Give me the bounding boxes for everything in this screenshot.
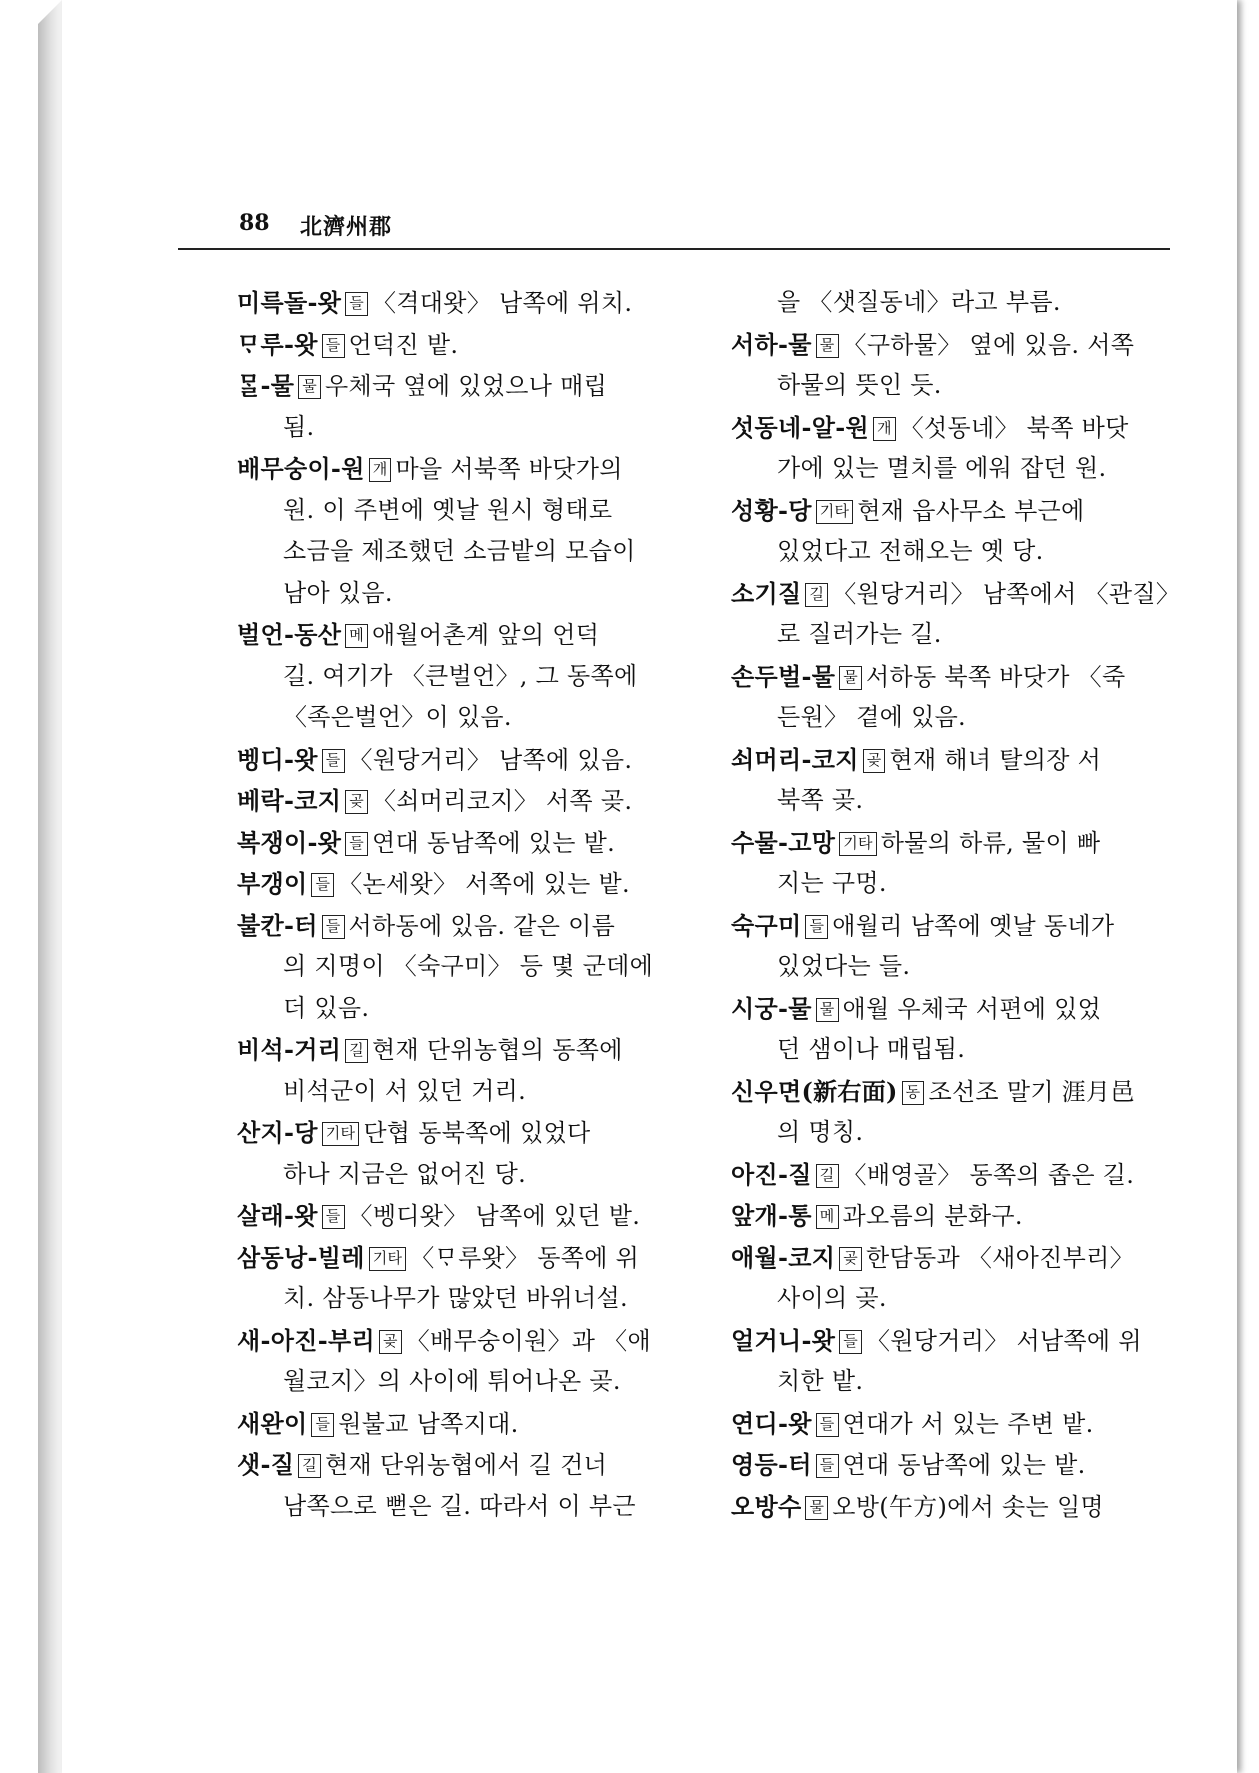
entry-line — [237, 780, 687, 822]
entry-term: 복쟁이-왓 — [237, 827, 342, 857]
entry-term: 오방수 — [731, 1491, 802, 1521]
entry-term: 부갱이 — [237, 869, 308, 898]
category-tag: 길 — [298, 1454, 321, 1478]
entry-line — [237, 905, 687, 947]
entry-term: 비석-거리 — [237, 1035, 342, 1064]
category-tag: 곶 — [345, 790, 368, 814]
entry-description: 언덕진 밭. — [348, 330, 459, 359]
entry-description: 연대 동남쪽에 있는 밭. — [372, 828, 616, 857]
entry-continuation: 북쪽 곶. — [777, 786, 864, 814]
entry-line — [237, 1029, 687, 1071]
entry-continuation: 치한 밭. — [777, 1367, 864, 1395]
category-tag: 들 — [816, 1454, 839, 1478]
entry-description: 현재 읍사무소 부근에 — [857, 496, 1085, 525]
entry-continuation: 원. 이 주변에 옛날 원시 형태로 — [283, 495, 613, 524]
category-tag: 들 — [345, 292, 368, 316]
category-tag: 길 — [816, 1164, 839, 1188]
category-tag: 곶 — [379, 1330, 402, 1354]
entry-description: 〈격대왓〉 남쪽에 위치. — [372, 289, 633, 317]
category-tag: 물 — [839, 666, 862, 690]
entry-continuation: 가에 있는 멸치를 에워 잡던 원. — [777, 454, 1107, 482]
entry-description: 〈논세왓〉 서쪽에 있는 밭. — [338, 870, 630, 898]
entry-line — [237, 1444, 687, 1486]
entry-continuation: 월코지〉의 사이에 튀어나온 곶. — [283, 1367, 621, 1395]
category-tag: 기타 — [322, 1122, 360, 1146]
entry-description: 애월어촌계 앞의 언덕 — [372, 621, 600, 649]
entry-description: 연대 동남쪽에 있는 밭. — [842, 1451, 1086, 1479]
entry-term: 새완이 — [237, 1408, 308, 1438]
entry-line — [237, 1320, 687, 1362]
entry-continuation: 을 〈샛질동네〉라고 부름. — [777, 288, 1061, 316]
entry-line — [731, 1486, 1181, 1528]
entry-term: 쇠머리-코지 — [731, 744, 859, 774]
entry-term: ᄆᆞ루-왓 — [237, 329, 318, 359]
entry-line — [237, 324, 687, 366]
entry-term: 애월-코지 — [731, 1242, 836, 1272]
category-tag: 물 — [298, 375, 321, 399]
book-corner — [38, 0, 62, 24]
entry-description: 〈원당거리〉 남쪽에 있음. — [348, 745, 633, 774]
entry-continuation: 든원〉 곁에 있음. — [777, 703, 966, 731]
category-tag: 곶 — [839, 1247, 862, 1271]
entry-continuation: 더 있음. — [283, 993, 370, 1022]
entry-line — [237, 365, 687, 407]
entry-continuation: 〈족은벌언〉이 있음. — [283, 703, 512, 731]
entry-description: 〈벵디왓〉 남쪽에 있던 밭. — [348, 1202, 641, 1230]
category-tag: 곶 — [863, 749, 886, 773]
category-tag: 물 — [805, 1496, 828, 1520]
entry-continuation: 남아 있음. — [283, 578, 393, 607]
entry-term: 손두벌-물 — [731, 661, 836, 691]
entry-description: 하물의 하류, 물이 빠 — [880, 828, 1101, 857]
entry-term: 새-아진-부리 — [237, 1325, 375, 1355]
entry-term: 수물-고망 — [731, 827, 836, 857]
entry-continuation: 치. 삼동나무가 많았던 바위너설. — [283, 1284, 628, 1312]
entry-term: 삼동낭-빌레 — [237, 1242, 365, 1272]
entry-description: 애월 우체국 서편에 있었 — [842, 994, 1102, 1023]
entry-continuation: 있었다는 들. — [777, 952, 911, 980]
entry-continuation: 로 질러가는 길. — [777, 620, 942, 648]
entry-line — [237, 822, 687, 864]
entry-description: 현재 단위농협에서 길 건너 — [325, 1451, 608, 1479]
entry-description: 현재 단위농협의 동쪽에 — [372, 1036, 623, 1064]
entry-description: 서하동 북쪽 바닷가 〈죽 — [866, 662, 1126, 691]
entry-description: 오방(午方)에서 솟는 일명 — [832, 1492, 1104, 1521]
entry-term: 산지-당 — [237, 1118, 318, 1147]
category-tag: 들 — [322, 1205, 345, 1229]
entry-line — [731, 324, 1181, 366]
entry-description: 〈구하물〉 옆에 있음. 서쪽 — [842, 330, 1135, 359]
entry-term: 벌언-동산 — [237, 620, 342, 649]
entry-term: 미륵돌-왓 — [237, 288, 342, 317]
entry-continuation: 있었다고 전해오는 옛 당. — [777, 537, 1044, 565]
entry-description: 과오름의 분화구. — [842, 1202, 1023, 1230]
entry-line — [731, 573, 1181, 615]
entry-line — [237, 739, 687, 781]
page-number: 88 — [239, 210, 270, 236]
right-column — [731, 282, 1181, 1527]
category-tag: 들 — [322, 334, 345, 358]
entry-continuation: 됨. — [283, 412, 315, 441]
entry-line — [237, 1403, 687, 1445]
entry-line — [237, 1237, 687, 1279]
category-tag: 기타 — [816, 500, 854, 524]
category-tag: 들 — [322, 749, 345, 773]
entry-description: 서하동에 있음. 같은 이름 — [348, 911, 616, 940]
category-tag: 들 — [805, 915, 828, 939]
entry-continuation: 비석군이 서 있던 거리. — [283, 1076, 527, 1105]
entry-description: 마을 서북쪽 바닷가의 — [395, 455, 623, 483]
entry-description: 연대가 서 있는 주변 밭. — [842, 1409, 1094, 1438]
entry-line — [237, 1195, 687, 1237]
entry-term: 살래-왓 — [237, 1201, 318, 1230]
entry-term: 벵디-왓 — [237, 744, 318, 774]
category-tag: 메 — [816, 1205, 839, 1229]
entry-continuation: 의 명칭. — [777, 1118, 864, 1146]
entry-line — [731, 407, 1181, 449]
entry-term: 배무숭이-원 — [237, 454, 365, 483]
entry-term: 샛-질 — [237, 1450, 295, 1479]
entry-term: 베락-코지 — [237, 786, 342, 815]
entry-term: 소기질 — [731, 578, 802, 608]
entry-line — [731, 905, 1181, 947]
entry-line — [731, 1320, 1181, 1362]
entry-term: 시궁-물 — [731, 993, 812, 1023]
entry-description: 단협 동북쪽에 있었다 — [363, 1119, 591, 1147]
entry-description: 〈배무숭이원〉과 〈애 — [405, 1326, 651, 1355]
entry-description: 애월리 남쪽에 옛날 동네가 — [832, 911, 1115, 940]
entry-term: 신우면(新右面) — [731, 1076, 898, 1106]
category-tag: 길 — [345, 1039, 368, 1063]
page-header — [178, 210, 1170, 246]
entry-description: 〈원당거리〉 남쪽에서 〈관질〉 — [832, 579, 1181, 608]
entry-continuation: 하물의 뜻인 듯. — [777, 371, 942, 399]
entry-continuation: 지는 구멍. — [777, 869, 887, 897]
category-tag: 물 — [816, 998, 839, 1022]
category-tag: 들 — [322, 915, 345, 939]
category-tag: 들 — [345, 832, 368, 856]
entry-description: 〈섯동네〉 북쪽 바닷 — [899, 413, 1129, 442]
category-tag: 물 — [816, 334, 839, 358]
entry-description: 〈쇠머리코지〉 서쪽 곶. — [372, 787, 633, 815]
entry-description: 〈배영골〉 동쪽의 좁은 길. — [842, 1160, 1135, 1189]
entry-continuation: 사이의 곶. — [777, 1284, 887, 1312]
entry-line — [731, 739, 1181, 781]
entry-description: 현재 해녀 탈의장 서 — [889, 745, 1102, 774]
entry-line — [731, 1154, 1181, 1196]
entry-line — [731, 822, 1181, 864]
category-tag: 들 — [816, 1413, 839, 1437]
left-column — [237, 282, 687, 1527]
category-tag: 들 — [311, 873, 334, 897]
entry-line — [731, 988, 1181, 1030]
entry-description: 조선조 말기 涯月邑 — [928, 1077, 1135, 1106]
entry-term: 아진-질 — [731, 1159, 812, 1189]
category-tag: 기타 — [369, 1247, 407, 1271]
entry-term: ᄆᆞᆯ-물 — [237, 371, 295, 400]
entry-term: 앞개-통 — [731, 1201, 812, 1230]
entry-continuation: 길. 여기가 〈큰벌언〉, 그 동쪽에 — [283, 661, 638, 690]
entry-term: 숙구미 — [731, 910, 802, 940]
entry-description: 원불교 남쪽지대. — [338, 1409, 519, 1438]
entry-line — [731, 1071, 1181, 1113]
entry-line — [731, 1444, 1181, 1486]
entry-line — [731, 1237, 1181, 1279]
entry-line — [731, 1403, 1181, 1445]
entry-description: 〈ᄆᆞ루왓〉 동쪽에 위 — [410, 1243, 640, 1272]
entry-term: 영등-터 — [731, 1450, 812, 1479]
category-tag: 개 — [369, 458, 392, 482]
category-tag: 기타 — [839, 832, 877, 856]
page-title: 北濟州郡 — [300, 214, 393, 240]
entry-term: 얼거니-왓 — [731, 1325, 836, 1355]
entry-line — [731, 656, 1181, 698]
category-tag: 들 — [839, 1330, 862, 1354]
entry-line — [731, 1195, 1181, 1237]
entry-line — [237, 282, 687, 324]
entry-continuation: 소금을 제조했던 소금밭의 모습이 — [283, 537, 636, 565]
entry-term: 연디-왓 — [731, 1408, 812, 1438]
category-tag: 개 — [873, 417, 896, 441]
entry-term: 불칸-터 — [237, 910, 318, 940]
entry-line — [731, 490, 1181, 532]
category-tag: 동 — [902, 1081, 925, 1105]
category-tag: 길 — [805, 583, 828, 607]
entry-line — [237, 863, 687, 905]
entry-continuation: 의 지명이 〈숙구미〉 등 몇 군데에 — [283, 952, 654, 980]
entry-description: 한담동과 〈새아진부리〉 — [866, 1243, 1134, 1272]
category-tag: 메 — [345, 624, 368, 648]
entry-term: 서하-물 — [731, 329, 812, 359]
entry-line — [237, 1112, 687, 1154]
book-page-edge — [38, 0, 62, 1773]
entry-description: 우체국 옆에 있었으나 매립 — [325, 372, 608, 400]
entry-continuation: 남쪽으로 뻗은 길. 따라서 이 부근 — [283, 1491, 636, 1520]
entry-term: 성황-당 — [731, 495, 812, 525]
entry-term: 섯동네-알-원 — [731, 412, 869, 442]
entry-line — [237, 614, 687, 656]
category-tag: 들 — [311, 1413, 334, 1437]
entry-continuation: 하나 지금은 없어진 당. — [283, 1159, 527, 1188]
entry-description: 〈원당거리〉 서남쪽에 위 — [866, 1326, 1142, 1355]
header-divider — [178, 248, 1170, 250]
entry-continuation: 던 샘이나 매립됨. — [777, 1035, 966, 1063]
entry-line — [237, 448, 687, 490]
